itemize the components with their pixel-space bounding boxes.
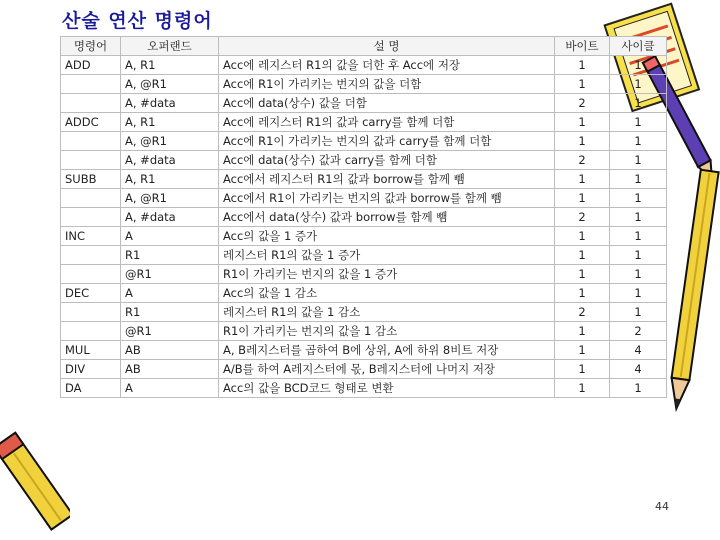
operand-cell: A, @R1: [121, 75, 219, 94]
cycles-cell: 1: [610, 208, 667, 227]
table-row: [61, 246, 667, 265]
cycles-cell: 1: [610, 75, 667, 94]
bytes-cell: 1: [555, 227, 610, 246]
mnemonic-cell: [61, 208, 121, 227]
operand-cell: A: [121, 379, 219, 398]
bytes-cell: 1: [555, 132, 610, 151]
bytes-cell: 1: [555, 75, 610, 94]
table-row: [61, 113, 667, 132]
cycles-cell: 1: [610, 284, 667, 303]
table-row: [61, 132, 667, 151]
bytes-cell: 1: [555, 360, 610, 379]
description-cell: Acc에 data(상수) 값과 carry를 함께 더함: [219, 151, 555, 170]
operand-cell: R1: [121, 303, 219, 322]
bytes-cell: 1: [555, 170, 610, 189]
bytes-cell: 1: [555, 189, 610, 208]
cycles-cell: 1: [610, 151, 667, 170]
bytes-cell: 2: [555, 94, 610, 113]
operand-cell: A: [121, 284, 219, 303]
pencil-icon: [668, 160, 720, 420]
mnemonic-cell: DIV: [61, 360, 121, 379]
slide-title: 산술 연산 명령어: [62, 10, 213, 32]
cycles-cell: 4: [610, 360, 667, 379]
description-cell: A/B를 하여 A레지스터에 몫, B레지스터에 나머지 저장: [219, 360, 555, 379]
cycles-cell: 1: [610, 94, 667, 113]
bytes-cell: 1: [555, 322, 610, 341]
mnemonic-cell: ADD: [61, 56, 121, 75]
mnemonic-cell: [61, 246, 121, 265]
table-row: [61, 360, 667, 379]
table-row: [61, 341, 667, 360]
header-mnemonic: 명령어: [61, 37, 121, 56]
table-row: [61, 208, 667, 227]
operand-cell: A, #data: [121, 151, 219, 170]
cycles-cell: 4: [610, 341, 667, 360]
cycles-cell: 1: [610, 56, 667, 75]
pencil-icon: [0, 420, 70, 540]
cycles-cell: 1: [610, 265, 667, 284]
operand-cell: A, #data: [121, 208, 219, 227]
mnemonic-cell: [61, 303, 121, 322]
description-cell: 레지스터 R1의 값을 1 감소: [219, 303, 555, 322]
description-cell: 레지스터 R1의 값을 1 증가: [219, 246, 555, 265]
mnemonic-cell: [61, 151, 121, 170]
bytes-cell: 1: [555, 341, 610, 360]
table-row: [61, 322, 667, 341]
mnemonic-cell: [61, 322, 121, 341]
cycles-cell: 1: [610, 132, 667, 151]
header-operand: 오퍼랜드: [121, 37, 219, 56]
operand-cell: A, #data: [121, 94, 219, 113]
bytes-cell: 1: [555, 56, 610, 75]
description-cell: Acc에 data(상수) 값을 더함: [219, 94, 555, 113]
table-row: [61, 75, 667, 94]
header-cycles: 사이클: [610, 37, 667, 56]
operand-cell: AB: [121, 341, 219, 360]
description-cell: Acc에 레지스터 R1의 값과 carry를 함께 더함: [219, 113, 555, 132]
cycles-cell: 1: [610, 303, 667, 322]
operand-cell: A, R1: [121, 113, 219, 132]
mnemonic-cell: ADDC: [61, 113, 121, 132]
bytes-cell: 1: [555, 284, 610, 303]
description-cell: A, B레지스터를 곱하여 B에 상위, A에 하위 8비트 저장: [219, 341, 555, 360]
mnemonic-cell: SUBB: [61, 170, 121, 189]
mnemonic-cell: [61, 75, 121, 94]
mnemonic-cell: [61, 265, 121, 284]
cycles-cell: 2: [610, 322, 667, 341]
bytes-cell: 2: [555, 151, 610, 170]
bytes-cell: 2: [555, 303, 610, 322]
description-cell: Acc에 R1이 가리키는 번지의 값과 carry를 함께 더함: [219, 132, 555, 151]
table-row: [61, 265, 667, 284]
mnemonic-cell: INC: [61, 227, 121, 246]
operand-cell: @R1: [121, 322, 219, 341]
instruction-table: [60, 36, 667, 398]
cycles-cell: 1: [610, 246, 667, 265]
cycles-cell: 1: [610, 113, 667, 132]
operand-cell: A, @R1: [121, 189, 219, 208]
table-row: [61, 379, 667, 398]
instruction-table-container: [60, 36, 666, 398]
cycles-cell: 1: [610, 379, 667, 398]
bytes-cell: 2: [555, 208, 610, 227]
table-row: [61, 227, 667, 246]
mnemonic-cell: [61, 189, 121, 208]
table-row: [61, 170, 667, 189]
description-cell: Acc의 값을 1 증가: [219, 227, 555, 246]
cycles-cell: 1: [610, 189, 667, 208]
table-body: [61, 56, 667, 398]
table-row: [61, 151, 667, 170]
operand-cell: A, R1: [121, 170, 219, 189]
header-description: 설 명: [219, 37, 555, 56]
description-cell: Acc의 값을 1 감소: [219, 284, 555, 303]
operand-cell: @R1: [121, 265, 219, 284]
description-cell: Acc에서 data(상수) 값과 borrow를 함께 뺌: [219, 208, 555, 227]
operand-cell: A, @R1: [121, 132, 219, 151]
operand-cell: A: [121, 227, 219, 246]
description-cell: Acc에 R1이 가리키는 번지의 값을 더함: [219, 75, 555, 94]
bytes-cell: 1: [555, 379, 610, 398]
mnemonic-cell: DA: [61, 379, 121, 398]
table-row: [61, 303, 667, 322]
mnemonic-cell: [61, 132, 121, 151]
table-row: [61, 56, 667, 75]
header-bytes: 바이트: [555, 37, 610, 56]
operand-cell: R1: [121, 246, 219, 265]
operand-cell: AB: [121, 360, 219, 379]
table-row: [61, 189, 667, 208]
table-row: [61, 284, 667, 303]
mnemonic-cell: DEC: [61, 284, 121, 303]
description-cell: R1이 가리키는 번지의 값을 1 감소: [219, 322, 555, 341]
cycles-cell: 1: [610, 227, 667, 246]
page-number: 44: [655, 500, 669, 513]
description-cell: Acc에서 R1이 가리키는 번지의 값과 borrow를 함께 뺌: [219, 189, 555, 208]
description-cell: Acc에 레지스터 R1의 값을 더한 후 Acc에 저장: [219, 56, 555, 75]
table-row: [61, 94, 667, 113]
cycles-cell: 1: [610, 170, 667, 189]
description-cell: Acc에서 레지스터 R1의 값과 borrow를 함께 뺌: [219, 170, 555, 189]
mnemonic-cell: MUL: [61, 341, 121, 360]
description-cell: R1이 가리키는 번지의 값을 1 증가: [219, 265, 555, 284]
bytes-cell: 1: [555, 265, 610, 284]
bytes-cell: 1: [555, 113, 610, 132]
description-cell: Acc의 값을 BCD코드 형태로 변환: [219, 379, 555, 398]
mnemonic-cell: [61, 94, 121, 113]
bytes-cell: 1: [555, 246, 610, 265]
table-header-row: [61, 37, 667, 56]
operand-cell: A, R1: [121, 56, 219, 75]
